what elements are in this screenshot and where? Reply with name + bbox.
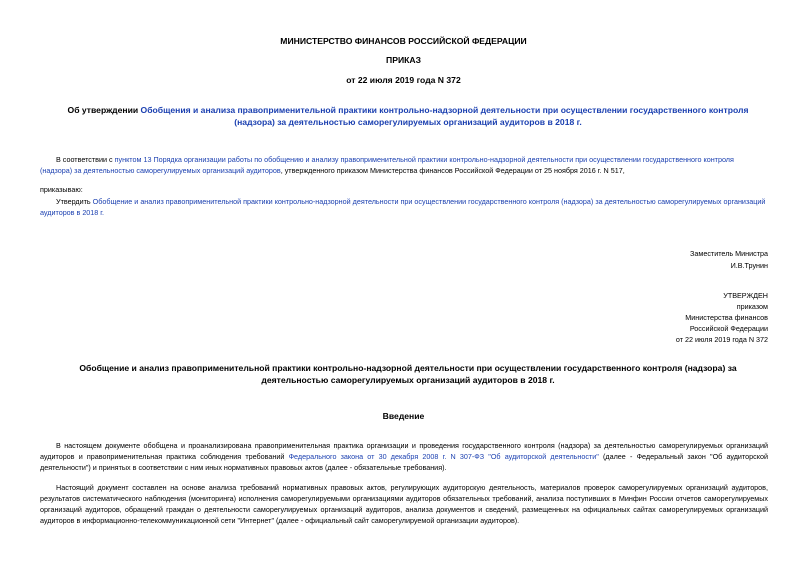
document-type: ПРИКАЗ bbox=[386, 55, 421, 65]
document-title: Обобщение и анализ правоприменительной практики контрольно-надзорной деятельности при осуществлении государственного контроля (надзора) за деятельностью саморегулируемых организаций аудиторов в 2018 г. bbox=[79, 363, 737, 385]
preamble-prefix: В соответствии с bbox=[56, 155, 115, 164]
approval-line-2: Министерства финансов bbox=[685, 313, 768, 322]
order-prefix: Утвердить bbox=[56, 197, 93, 206]
signature-name: И.В.Трунин bbox=[730, 261, 768, 270]
intro-p1-prefix: В настоящем документе обобщена и проанализирована правоприменительная практика организации и проведения государственного контроля (надзора) за деятельностью саморегулируемых организаций аудиторов и правоприменительная практика соблюдения требований bbox=[40, 441, 768, 461]
order-title-prefix: Об утверждении bbox=[67, 105, 141, 115]
order-title-link[interactable]: Обобщения и анализа правоприменительной практики контрольно-надзорной деятельности при осуществлении государственного контроля (надзора) за деятельностью саморегулируемых организаций аудиторов в 2018 г. bbox=[140, 105, 749, 127]
introduction-heading: Введение bbox=[382, 411, 425, 421]
approval-line-1: приказом bbox=[736, 302, 768, 311]
intro-paragraph-2: Настоящий документ составлен на основе анализа требований нормативных правовых актов, регулирующих аудиторскую деятельность, материалов проверок саморегулируемых организаций аудиторов, результатов систематического наблюдения (мониторинга) исполнения саморегулируемыми организациями аудиторов обязательных требований, анализа поступивших в Минфин России отчетов саморегулируемых организаций аудиторов, обращений граждан о деятельности саморегулируемых организаций аудиторов, анализа документов и сведений, размещенных на официальных сайтах саморегулируемых организаций аудиторов в информационно-телекоммуникационной сети "Интернет" (далее - официальный сайт саморегулируемой организации аудиторов). bbox=[40, 483, 768, 525]
order-word: приказываю: bbox=[40, 185, 83, 194]
approval-title: УТВЕРЖДЕН bbox=[723, 291, 768, 300]
approval-line-4: от 22 июля 2019 года N 372 bbox=[675, 335, 768, 344]
preamble-link[interactable]: пунктом 13 Порядка организации работы по обобщению и анализу правоприменительной практики контрольно-надзорной деятельности при осуществлении государственного контроля (надзора) за деятельностью саморегулируемых организаций аудиторов bbox=[40, 155, 734, 175]
order-title bbox=[58, 104, 758, 128]
order-date-number: от 22 июля 2019 года N 372 bbox=[346, 75, 461, 85]
ministry-heading: МИНИСТЕРСТВО ФИНАНСОВ РОССИЙСКОЙ ФЕДЕРАЦИИ bbox=[280, 36, 527, 46]
intro-p1-suffix: (далее - Федеральный закон "Об аудиторской деятельности") и принятых в соответствии с ним иных нормативных правовых актов (далее - обязательные требования). bbox=[40, 452, 768, 472]
preamble-paragraph bbox=[40, 154, 768, 176]
intro-paragraph-1 bbox=[40, 440, 768, 473]
order-link[interactable]: Обобщение и анализ правоприменительной практики контрольно-надзорной деятельности при осуществлении государственного контроля (надзора) за деятельностью саморегулируемых организаций аудиторов в 2018 г. bbox=[40, 197, 766, 217]
signature-position: Заместитель Министра bbox=[690, 249, 768, 258]
order-paragraph bbox=[40, 196, 768, 218]
preamble-suffix: , утвержденного приказом Министерства финансов Российской Федерации от 25 ноября 2016 г. N 517, bbox=[280, 166, 625, 175]
federal-law-link[interactable]: Федерального закона от 30 декабря 2008 г. N 307-ФЗ "Об аудиторской деятельности" bbox=[288, 452, 599, 461]
approval-line-3: Российской Федерации bbox=[689, 324, 768, 333]
